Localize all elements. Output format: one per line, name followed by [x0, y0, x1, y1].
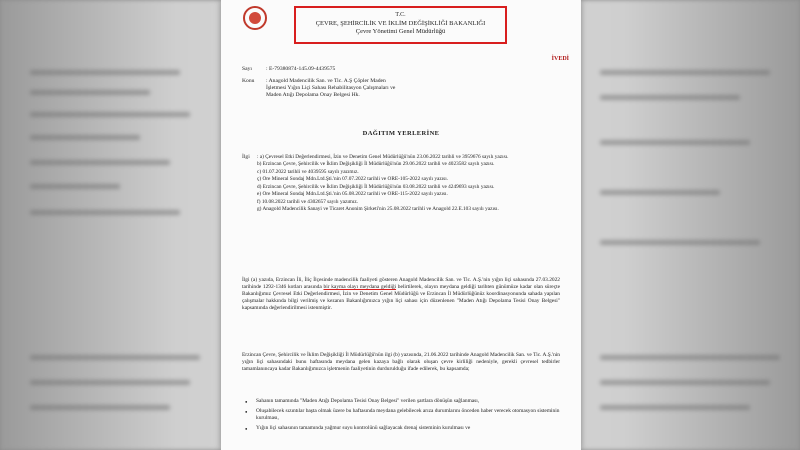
- ilgi-item: d) Erzincan Çevre, Şehircilik ve İklim Değişikliği İl Müdürlüğü'nün 03.08.2022 tarihli ve 4249693 sayılı yazısı.: [257, 183, 495, 190]
- paragraph-2: Erzincan Çevre, Şehircilik ve İklim Değişikliği İl Müdürlüğü'nün ilgi (b) yazısında, 21.06.2022 tarihinde Anagold Madencilik San. ve Tic. A.Ş.'nin yığın liçi sahasındaki bunu haftasında meydana gelen kazaya bağlı olarak oluşan çevre kirliliği nedeniyle, gerekli çevresel tedbirler tamamlanıncaya kadar Bakanlığımızca işletmenin faaliyetinin durdurulduğu ifade edilerek, bu kapsamda;: [242, 352, 560, 372]
- list-item: ● Sahanın tamamında "Maden Atığı Depolama Tesisi Onay Belgesi" verilen şartlara dönüşün sağlanması,: [242, 398, 560, 405]
- header-tc: T.C.: [395, 12, 406, 18]
- paragraph-1-text-cont: belirtilerek, olayın meydana geldiği tarihten günümüze kadar olan süreçte Bakanlığımız Çevresel Etki Değerlendirmesi, İzin ve Denetim Genel Müdürlüğü ve Erzincan İl Müdürlüğünüz koordinasyonunda sahada yapılan çalışmalar hakkında bilgi verilmiş ve kezanın Bakanlığımızca yığın liçi sahası için düzenlenen "Maden Atığı Depolama Tesisi Onay Belgesi" kapsamında değerlendirilmesi istenmiştir.: [242, 283, 560, 311]
- sayi-label: Sayı: [242, 66, 252, 72]
- list-item: ● Yığın liçi sahasının tamamında yağmur suyu kontrolünü sağlayacak drenaj sisteminin kurulması ve: [242, 425, 560, 432]
- ilgi-item: b) Erzincan Çevre, Şehircilik ve İklim Değişikliği İl Müdürlüğü'nün 29.06.2022 tarihli ve 4023582 sayılı yazısı.: [257, 161, 495, 168]
- ilgi-item: e) Ore Mineral Sondaj Mdn.Ltd.Şti.'nin 05.08.2022 tarihli ve ORE-115-2022 sayılı yazısı.: [257, 191, 448, 198]
- list-item: ● Oluşabilecek sızıntılar başta olmak üzere bu haftasında meydana gelebilecek arıza durumlarını önceden haber verecek otomasyon sisteminin kurulması,: [242, 408, 560, 422]
- ilgi-item: g) Anagold Madencilik Sanayi ve Ticaret Anonim Şirketi'nin 25.08.2022 tarihli ve Anagold 22.E.103 sayılı yazısı.: [257, 206, 499, 213]
- ministry-header-box: [294, 6, 507, 44]
- header-ministry: ÇEVRE, ŞEHİRCİLİK VE İKLİM DEĞİŞİKLİĞİ BAKANLIĞI: [315, 19, 486, 27]
- konu-value: : Anagold Madencilik San. ve Tic. A.Ş Çöpler Maden İşletmesi Yığın Liçi Sahası Rehabilitasyon Çalışmaları ve Maden Atığı Depolama Onay Belgesi Hk.: [266, 78, 396, 98]
- urgent-label: İVEDİ: [551, 56, 569, 62]
- sayi-value: : E-79380874-145.09-4439575: [266, 66, 336, 72]
- konu-label: Konu: [242, 78, 255, 84]
- bullet-list: [242, 398, 560, 435]
- header-directorate: Çevre Yönetimi Genel Müdürlüğü: [355, 27, 446, 35]
- paragraph-1-text: İlgi (a) yazıda, Erzincan İli, İliç İlçesinde madencilik faaliyeti gösteren Anagold Madencilik San. ve Tic. A.Ş.'nin yığın liçi sahasında 27.03.2022 tarihinde 1292-1346 kotları arasında: [242, 277, 560, 290]
- ilgi-list: [257, 154, 557, 214]
- paragraph-1: [242, 277, 560, 312]
- distribution-title: DAĞITIM YERLERİNE: [362, 130, 440, 137]
- ilgi-item: c) 01.07.2022 tarihli ve 4039595 sayılı yazımız.: [257, 168, 359, 175]
- ilgi-label: İlgi: [242, 154, 250, 160]
- ilgi-item: : a) Çevresel Etki Değerlendirmesi, İzin ve Denetim Genel Müdürlüğü'nün 23.06.2022 tarihli ve 3959676 sayılı yazısı.: [257, 154, 509, 160]
- highlighted-text: bir kayma olayı meydana geldiği: [323, 283, 397, 290]
- ilgi-item: ç) Ore Mineral Sondaj Mdn.Ltd.Şti.'nin 07.07.2022 tarihli ve ORE-105-2022 sayılı yazısı.: [257, 176, 449, 183]
- ilgi-item: f) 10.08.2022 tarihli ve 4302657 sayılı yazımız.: [257, 198, 359, 205]
- ministry-logo-icon: [243, 6, 267, 30]
- document-page: [221, 0, 581, 450]
